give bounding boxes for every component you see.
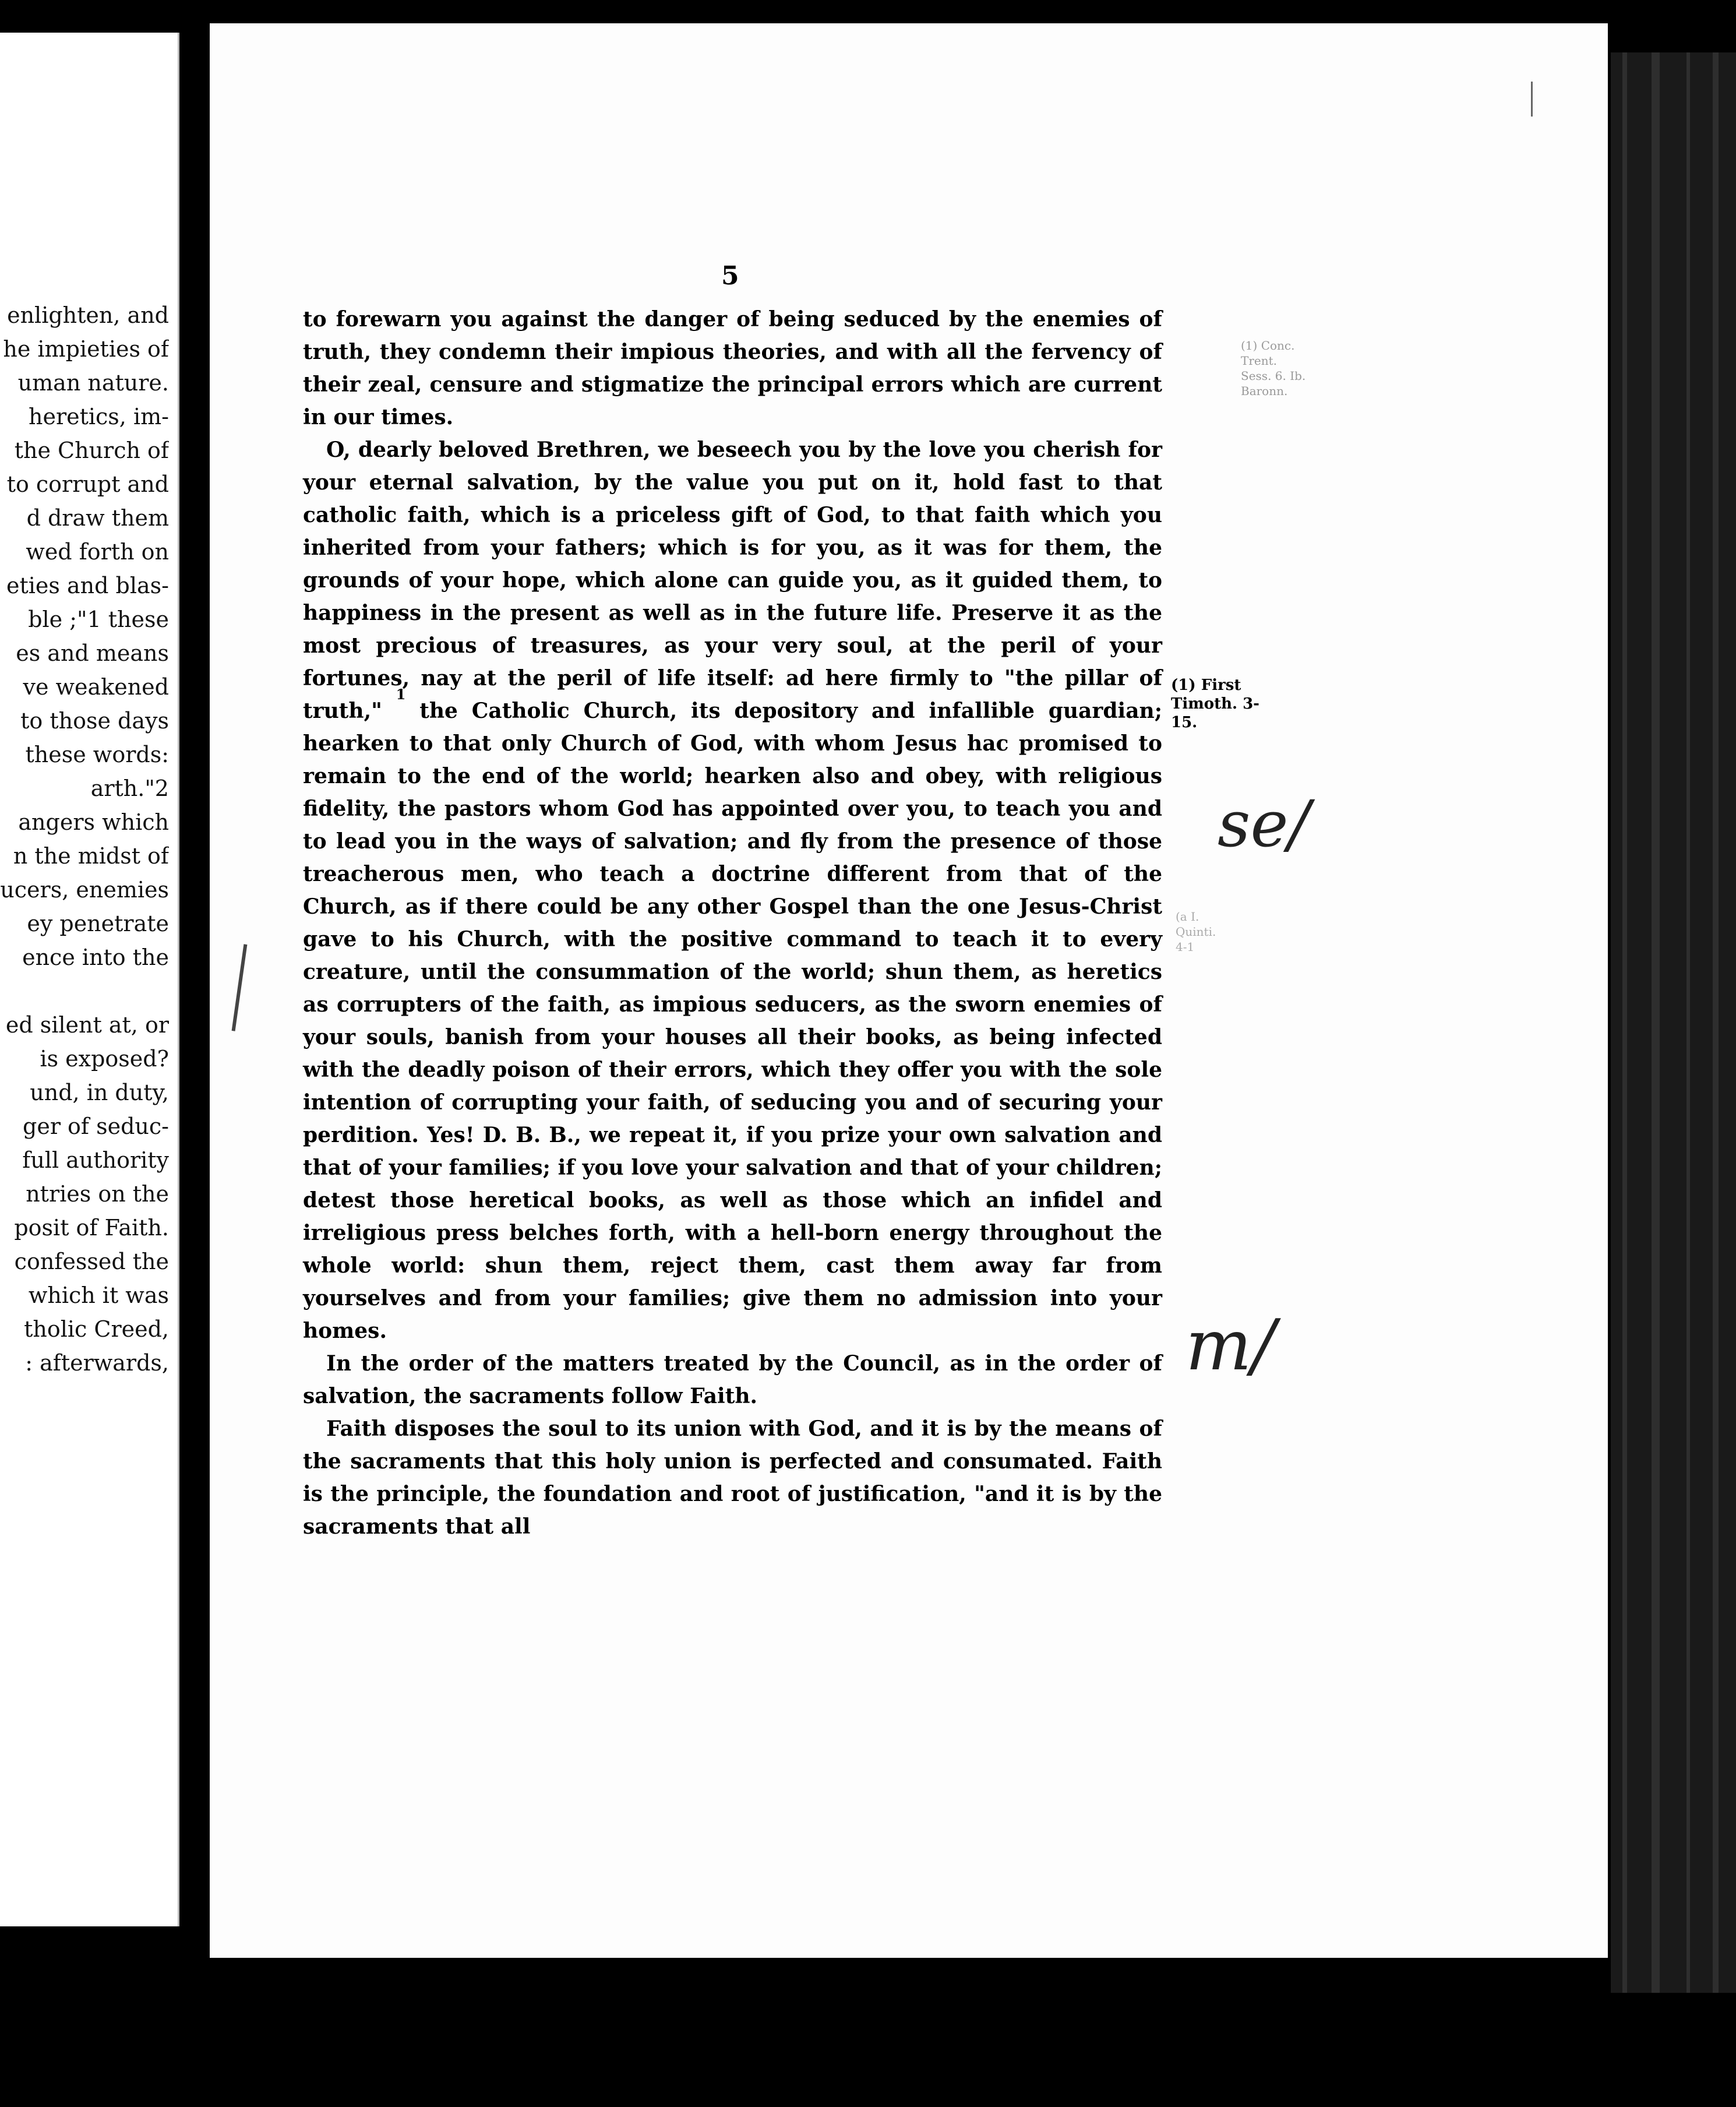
paragraph: In the order of the matters treated by the Council, as in the order of salvation, the sacraments follow Faith. bbox=[303, 1351, 1162, 1408]
left-page-line: these words: bbox=[25, 742, 169, 767]
left-page-line: angers which bbox=[18, 809, 169, 835]
left-page-line: und, in duty, bbox=[30, 1080, 169, 1105]
left-page-line: he impieties of bbox=[3, 336, 169, 362]
left-page-line: is exposed? bbox=[40, 1046, 169, 1072]
left-page-line: : afterwards, bbox=[25, 1350, 169, 1376]
handwritten-mark: se/ bbox=[1218, 787, 1310, 861]
left-page-line: full authority bbox=[22, 1147, 169, 1173]
left-page-line: es and means bbox=[16, 640, 169, 666]
left-page-line: tholic Creed, bbox=[24, 1316, 169, 1342]
left-page-line: uman nature. bbox=[17, 370, 169, 396]
paragraph-text: O, dearly beloved Brethren, we beseech you by the love you cherish for your eternal salvation, by the value you put on it, hold fast to that catholic faith, which is a priceless gift of God, to that faith which you inherited from your fathers; which is for you, as it was for them, the grounds of your hope, which alone can guide you, as it guided them, to happiness in the present as well as in the future life. Preserve it as the most precious of treasures, as your very soul, at the peril of your fortunes, nay at the peril of life itself: ad here firmly to "the pillar of truth," bbox=[303, 438, 1162, 723]
left-page-line: ntries on the bbox=[26, 1181, 169, 1207]
left-page-line: ble ;"1 these bbox=[28, 607, 169, 632]
left-page-line: arth."2 bbox=[90, 776, 169, 801]
paragraph: Faith disposes the soul to its union with God, and it is by the means of the sacraments that this holy union is perfected and consumated. Faith is the principle, the foundation and root of justification, "and it is by the sacraments that all bbox=[303, 1417, 1162, 1539]
page-body bbox=[303, 303, 1162, 1543]
left-page-line: ence into the bbox=[22, 945, 169, 970]
left-page-line: enlighten, and bbox=[7, 302, 169, 328]
show-through-note: (a I. Quinti. 4-1 bbox=[1176, 910, 1216, 954]
left-page-line: ve weakened bbox=[23, 674, 169, 700]
left-page-line: to those days bbox=[20, 708, 169, 734]
left-page-line: ucers, enemies bbox=[0, 877, 169, 903]
paragraph: to forewarn you against the danger of being seduced by the enemies of truth, they condemn their impious theories, and with all the fervency of their zeal, censure and stigmatize the principal errors which are current in our times. bbox=[303, 307, 1162, 429]
left-page-line: ed silent at, or bbox=[5, 1012, 169, 1038]
left-page-line: the Church of bbox=[14, 438, 169, 463]
left-page-line: posit of Faith. bbox=[14, 1215, 169, 1241]
show-through-note: (1) Conc. Trent. Sess. 6. Ib. Baronn. bbox=[1241, 339, 1306, 398]
left-page bbox=[0, 33, 179, 1926]
footnote-ref: 1 bbox=[396, 686, 406, 703]
paragraph-text: the Catholic Church, its depository and infallible guardian; hearken to that only Church of God, with whom Jesus hac promised to remain to the end of the world; hearken also and obey, with religious fidelity, the pastors whom God has appointed over you, to teach you and to lead you in the ways of salvation; and fly from the presence of those treacherous men, who teach a doctrine different from that of the Church, as if there could be any other Gospel than the one Jesus-Christ gave to his Church, with the positive command to teach it to every creature, until the consummation of the world; shun them, as heretics as corrupters of the faith, as impious seducers, as the sworn enemies of your souls, banish from your houses all their books, as being infected with the deadly poison of their errors, which they offer you with the sole intention of corrupting your faith, of seducing you and of securing your perdition. Yes! D. B. B., we repeat it, if you prize your own salvation and that of your families; if you love your salvation and that of your children; detest those heretical books, as well as those which an infidel and irreligious press belches forth, with a hell-born energy throughout the whole world: shun them, reject them, cast them away far from yourselves and from your families; give them no admission into your homes. bbox=[303, 699, 1162, 1343]
left-page-line: confessed the bbox=[14, 1249, 169, 1274]
left-page-line: wed forth on bbox=[26, 539, 169, 565]
left-page-line: which it was bbox=[28, 1282, 169, 1308]
page-number: 5 bbox=[721, 261, 739, 291]
edge-mark bbox=[1531, 82, 1533, 117]
margin-footnote: (1) First Timoth. 3-15. bbox=[1171, 677, 1259, 731]
left-page-line: ey penetrate bbox=[27, 911, 169, 936]
left-page-line: eties and blas- bbox=[6, 573, 169, 598]
paragraph bbox=[303, 434, 1162, 1347]
book-binding bbox=[1611, 52, 1736, 1993]
handwritten-mark: m/ bbox=[1185, 1305, 1276, 1386]
left-page-line: heretics, im- bbox=[28, 404, 169, 429]
left-page-line: to corrupt and bbox=[6, 471, 169, 497]
left-page-line: ger of seduc- bbox=[23, 1114, 169, 1139]
left-page-line: n the midst of bbox=[13, 843, 169, 869]
left-page-line: d draw them bbox=[26, 505, 169, 531]
